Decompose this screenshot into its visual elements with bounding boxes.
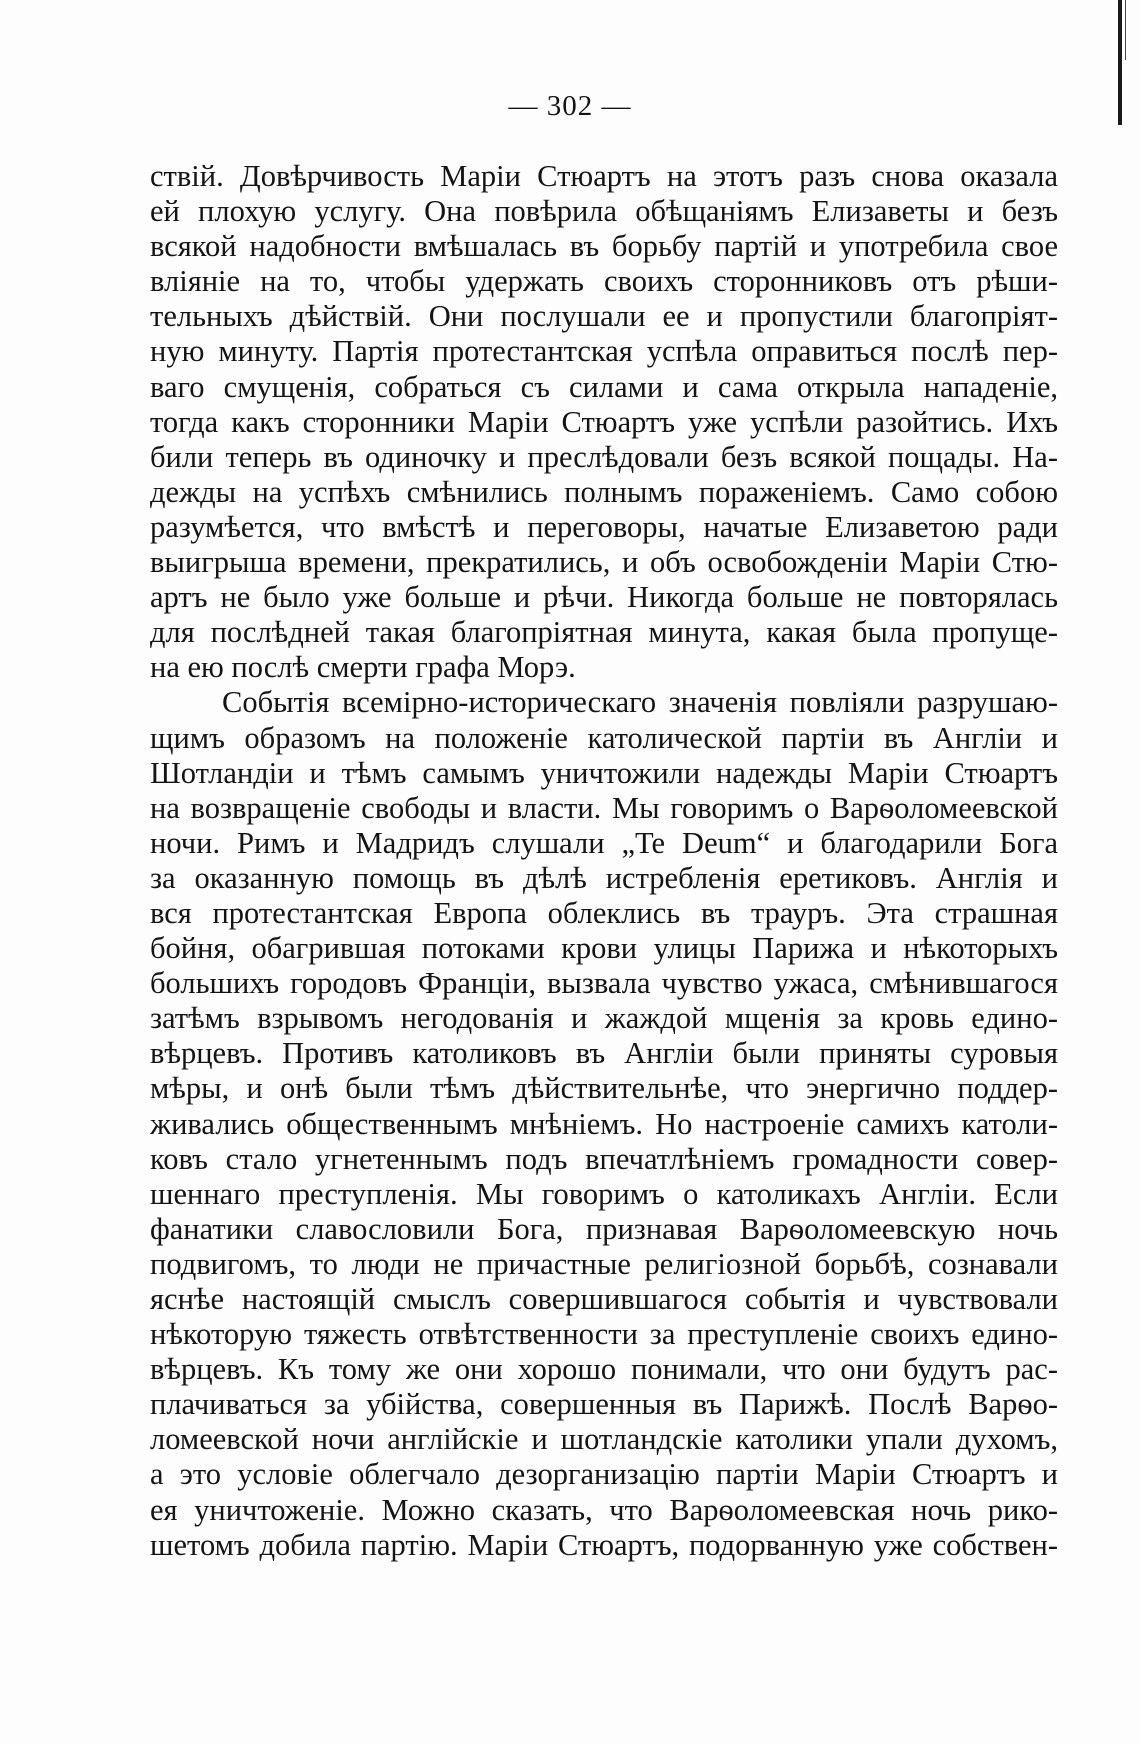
text-line: фанатики славословили Бога, признавая Варѳоломеевскую ночь: [150, 1211, 1058, 1246]
text-line: щимъ образомъ на положеніе католической партіи въ Англіи и: [150, 720, 1058, 755]
text-line: тельныхъ дѣйствій. Они послушали ее и пропустили благопріят-: [150, 299, 1058, 334]
page-number: — 302 —: [508, 90, 632, 122]
text-line: на возвращеніе свободы и власти. Мы говоримъ о Варѳоломеевской: [150, 790, 1058, 825]
text-line: яснѣе настоящій смыслъ совершившагося событія и чувствовали: [150, 1282, 1058, 1316]
text-line: Шотландіи и тѣмъ самымъ уничтожили надежды Маріи Стюартъ: [150, 755, 1058, 790]
text-line: ваго смущенія, собраться съ силами и сама открыла нападеніе,: [150, 369, 1058, 404]
body-text: [150, 159, 1058, 1563]
text-line: шетомъ добила партію. Маріи Стюартъ, подорванную уже собствен-: [150, 1527, 1058, 1562]
text-line: ковъ стало угнетеннымъ подъ впечатлѣніемъ громадности совер-: [150, 1141, 1058, 1176]
text-line: выигрыша времени, прекратились, и объ освобожденіи Маріи Стю-: [150, 545, 1058, 580]
text-line: подвигомъ, то люди не причастные религіозной борьбѣ, сознавали: [150, 1246, 1058, 1281]
text-line: для послѣдней такая благопріятная минута, какая была пропуще-: [150, 615, 1058, 650]
paragraph-end-line: на ею послѣ смерти графа Морэ.: [150, 650, 576, 685]
text-line: плачиваться за убійства, совершенныя въ Парижѣ. Послѣ Варѳо-: [150, 1387, 1058, 1422]
text-line: разумѣется, что вмѣстѣ и переговоры, начатые Елизаветою ради: [150, 509, 1058, 544]
text-line: вѣрцевъ. Противъ католиковъ въ Англіи были приняты суровыя: [150, 1036, 1058, 1071]
text-line: нѣкоторую тяжесть отвѣтственности за преступленіе своихъ едино-: [150, 1317, 1058, 1352]
text-line: большихъ городовъ Франціи, вызвала чувство ужаса, смѣнившагося: [150, 966, 1058, 1001]
text-line: мѣры, и онѣ были тѣмъ дѣйствительнѣе, что энергично поддер-: [150, 1071, 1058, 1106]
scan-edge-line: [1125, 0, 1126, 60]
text-line: вся протестантская Европа облеклись въ трауръ. Эта страшная: [150, 895, 1058, 930]
text-line: шеннаго преступленія. Мы говоримъ о католикахъ Англіи. Если: [150, 1176, 1058, 1211]
text-line: вѣрцевъ. Къ тому же они хорошо понимали, что они будутъ рас-: [150, 1352, 1058, 1387]
text-line: тогда какъ сторонники Маріи Стюартъ уже успѣли разойтись. Ихъ: [150, 404, 1058, 439]
paragraph-start-line: Событія всемірно-историческаго значенія повліяли разрушаю-: [222, 685, 1058, 720]
text-line: ную минуту. Партія протестантская успѣла оправиться послѣ пер-: [150, 334, 1058, 369]
text-line: за оказанную помощь въ дѣлѣ истребленія еретиковъ. Англія и: [150, 860, 1058, 895]
text-line: ломеевской ночи англійскіе и шотландскіе католики упали духомъ,: [150, 1422, 1058, 1457]
text-line: живались общественнымъ мнѣніемъ. Но настроеніе самихъ католи-: [150, 1106, 1058, 1141]
text-line: артъ не было уже больше и рѣчи. Никогда больше не повторялась: [150, 580, 1058, 615]
text-line: затѣмъ взрывомъ негодованія и жаждой мщенія за кровь едино-: [150, 1001, 1058, 1036]
text-line: ночи. Римъ и Мадридъ слушали „Te Deum“ и благодарили Бога: [150, 825, 1058, 860]
text-line: бойня, обагрившая потоками крови улицы Парижа и нѣкоторыхъ: [150, 931, 1058, 966]
text-line: всякой надобности вмѣшалась въ борьбу партій и употребила свое: [150, 229, 1058, 264]
text-line: ей плохую услугу. Она повѣрила обѣщаніямъ Елизаветы и безъ: [150, 194, 1058, 229]
text-line: а это условіе облегчало дезорганизацію партіи Маріи Стюартъ и: [150, 1457, 1058, 1492]
text-line: ея уничтоженіе. Можно сказать, что Варѳоломеевская ночь рико-: [150, 1492, 1058, 1527]
text-line: дежды на успѣхъ смѣнились полнымъ пораженіемъ. Само собою: [150, 474, 1058, 509]
text-line: вліяніе на то, чтобы удержать своихъ сторонниковъ отъ рѣши-: [150, 264, 1058, 299]
text-line: били теперь въ одиночку и преслѣдовали безъ всякой пощады. На-: [150, 439, 1058, 474]
text-line: ствій. Довѣрчивость Маріи Стюартъ на этотъ разъ снова оказала: [150, 159, 1058, 193]
